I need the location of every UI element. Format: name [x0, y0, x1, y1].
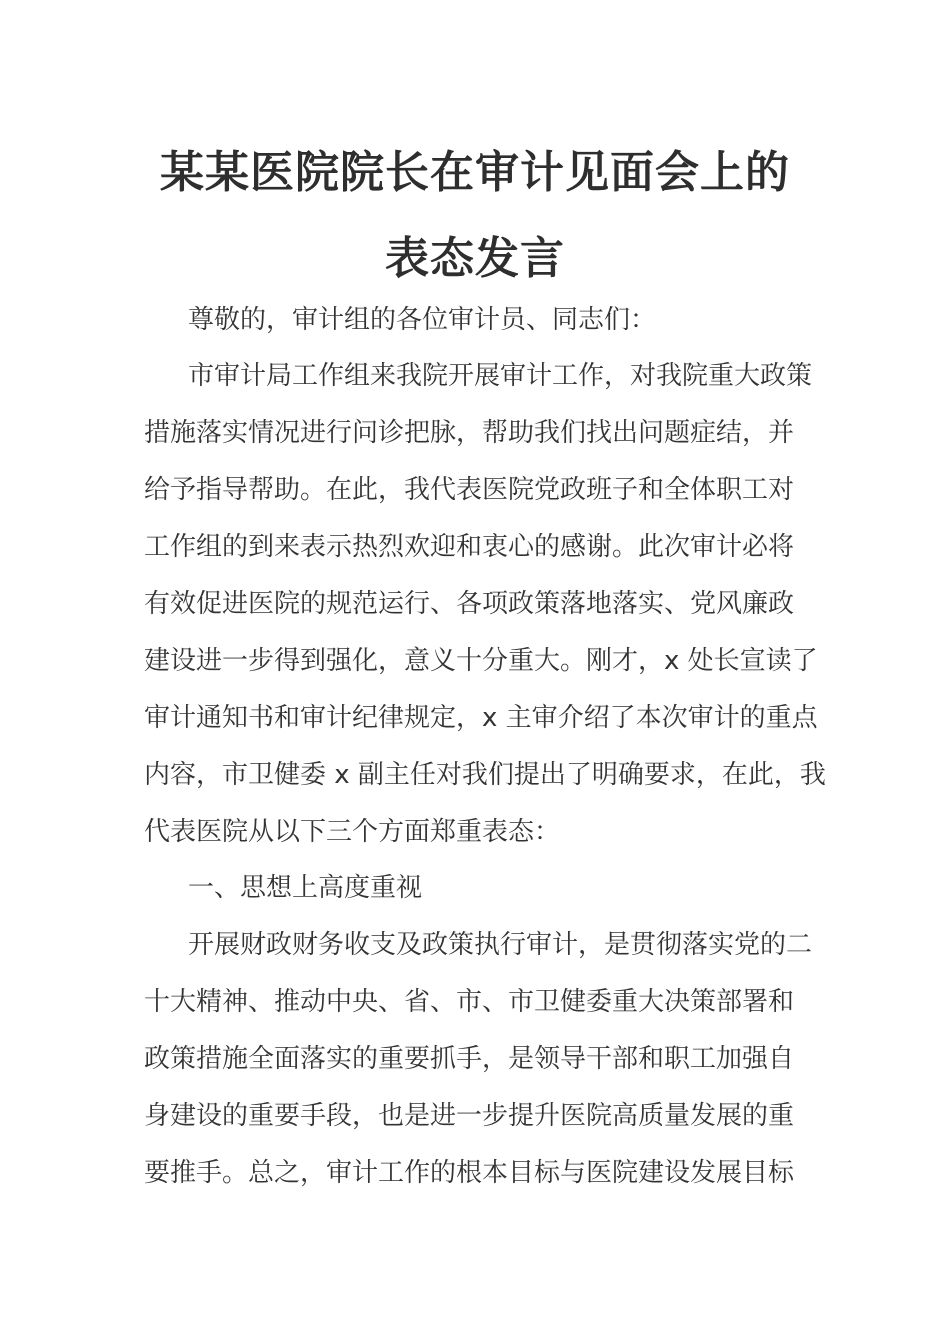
- paragraph-line: 审计通知书和审计纪律规定，x 主审介绍了本次审计的重点: [144, 703, 818, 733]
- paragraph-line: 有效促进医院的规范运行、各项政策落地落实、党风廉政: [144, 589, 795, 619]
- paragraph-line: 代表医院从以下三个方面郑重表态：: [144, 817, 561, 847]
- document-title-line-1: 某某医院院长在审计见面会上的: [160, 147, 790, 198]
- document-title-line-2: 表态发言: [385, 233, 565, 284]
- paragraph-line: 政策措施全面落实的重要抓手，是领导干部和职工加强自: [144, 1044, 795, 1074]
- paragraph-line: 内容，市卫健委 x 副主任对我们提出了明确要求，在此，我: [144, 760, 826, 790]
- paragraph-line: 建设进一步得到强化，意义十分重大。刚才，x 处长宣读了: [144, 646, 818, 676]
- paragraph-line: 给予指导帮助。在此，我代表医院党政班子和全体职工对: [144, 475, 795, 505]
- section-heading: 一、思想上高度重视: [188, 873, 423, 903]
- paragraph-line: 十大精神、推动中央、省、市、市卫健委重大决策部署和: [144, 987, 795, 1017]
- paragraph-line: 身建设的重要手段，也是进一步提升医院高质量发展的重: [144, 1101, 795, 1131]
- paragraph-line: 要推手。总之，审计工作的根本目标与医院建设发展目标: [144, 1158, 795, 1188]
- paragraph-line: 措施落实情况进行问诊把脉，帮助我们找出问题症结，并: [144, 418, 795, 448]
- paragraph-line: 市审计局工作组来我院开展审计工作，对我院重大政策: [188, 361, 813, 391]
- salutation: 尊敬的，审计组的各位审计员、同志们：: [188, 305, 657, 335]
- paragraph-line: 工作组的到来表示热烈欢迎和衷心的感谢。此次审计必将: [144, 532, 795, 562]
- paragraph-line: 开展财政财务收支及政策执行审计，是贯彻落实党的二: [188, 930, 813, 960]
